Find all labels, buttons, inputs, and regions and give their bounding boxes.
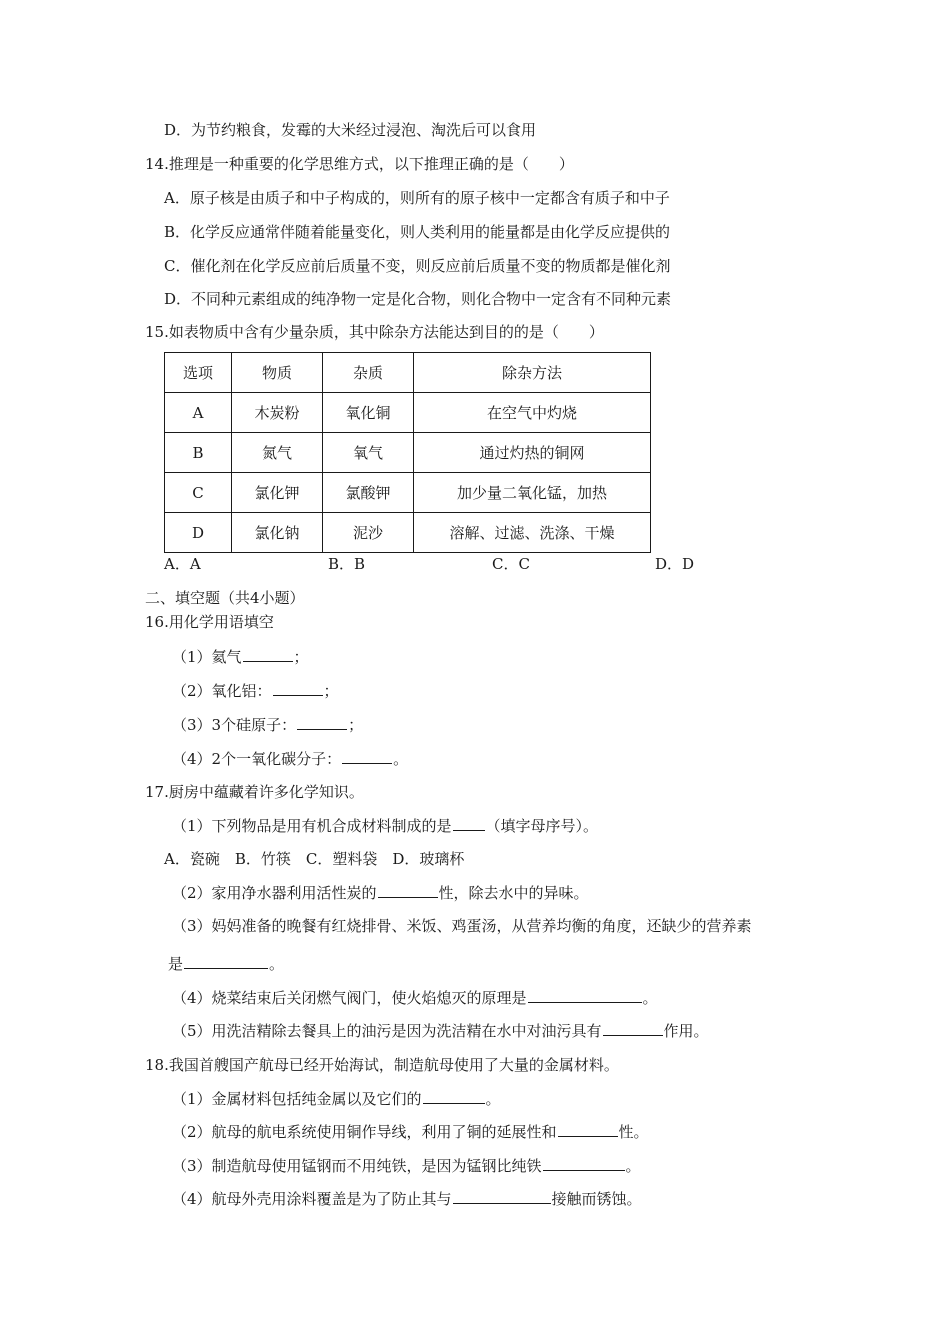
table-header-cell: 物质: [232, 353, 323, 393]
q17-part-4: [172, 988, 658, 1008]
q15-table: [164, 352, 651, 553]
table-cell: A: [165, 393, 232, 433]
answer-blank[interactable]: [453, 816, 485, 831]
q16-item-2-punct: ；: [323, 682, 339, 700]
q17-part-4-text: （4）烧菜结束后关闭燃气阀门，使火焰熄灭的原理是: [172, 989, 527, 1007]
answer-blank[interactable]: [603, 1021, 663, 1036]
q17-part-1-choices: A．瓷碗 B．竹筷 C．塑料袋 D．玻璃杯: [164, 850, 465, 868]
q17-stem: 17.厨房中蕴藏着许多化学知识。: [145, 783, 364, 801]
q17-part-4-tail: 。: [642, 989, 658, 1007]
table-cell: 泥沙: [323, 513, 414, 553]
table-cell: 氯酸钾: [323, 473, 414, 513]
q15-answer-a: A．A: [164, 555, 201, 573]
answer-blank[interactable]: [297, 715, 347, 730]
q17-part-3-line-1: （3）妈妈准备的晚餐有红烧排骨、米饭、鸡蛋汤，从营养均衡的角度，还缺少的营养素: [172, 917, 752, 935]
q17-part-1: [172, 816, 598, 836]
q16-item-4-punct: 。: [393, 750, 409, 768]
table-header-cell: 杂质: [323, 353, 414, 393]
table-cell: D: [165, 513, 232, 553]
q18-part-2-text: （2）航母的航电系统使用铜作导线，利用了铜的延展性和: [172, 1123, 557, 1141]
answer-blank[interactable]: [423, 1089, 485, 1104]
table-cell: 木炭粉: [232, 393, 323, 433]
q17-part-5: [172, 1021, 709, 1041]
q18-stem: 18.我国首艘国产航母已经开始海试，制造航母使用了大量的金属材料。: [145, 1056, 619, 1074]
answer-blank[interactable]: [378, 883, 438, 898]
q16-item-1: [172, 647, 309, 667]
table-header-cell: 选项: [165, 353, 232, 393]
q17-part-5-text: （5）用洗洁精除去餐具上的油污是因为洗洁精在水中对油污具有: [172, 1022, 602, 1040]
table-row: [165, 513, 651, 553]
q18-part-4: [172, 1189, 642, 1209]
q17-part-2-text: （2）家用净水器利用活性炭的: [172, 884, 377, 902]
table-cell: 在空气中灼烧: [414, 393, 651, 433]
q17-part-3-tail: 。: [269, 955, 285, 973]
answer-blank[interactable]: [243, 647, 293, 662]
q14-option-b: B．化学反应通常伴随着能量变化，则人类利用的能量都是由化学反应提供的: [164, 223, 671, 241]
q18-part-4-text: （4）航母外壳用涂料覆盖是为了防止其与: [172, 1190, 452, 1208]
q16-item-4: [172, 749, 408, 769]
q17-part-5-tail: 作用。: [663, 1022, 709, 1040]
q18-part-2-tail: 性。: [618, 1123, 649, 1141]
table-cell: 氧化铜: [323, 393, 414, 433]
q18-part-1-text: （1）金属材料包括纯金属以及它们的: [172, 1090, 422, 1108]
table-row: [165, 473, 651, 513]
q17-part-1-tail: （填字母序号）。: [485, 817, 599, 835]
answer-blank[interactable]: [342, 749, 392, 764]
q17-part-2-tail: 性，除去水中的异味。: [438, 884, 589, 902]
q18-part-3: [172, 1156, 641, 1176]
table-header-cell: 除杂方法: [414, 353, 651, 393]
q18-part-2: [172, 1122, 649, 1142]
q14-option-a: A．原子核是由质子和中子构成的，则所有的原子核中一定都含有质子和中子: [164, 189, 670, 207]
table-row: [165, 393, 651, 433]
q16-item-3-text: （3）3个硅原子：: [172, 716, 297, 734]
q18-part-1-tail: 。: [485, 1090, 501, 1108]
q18-part-1: [172, 1089, 501, 1109]
table-cell: 氯化钠: [232, 513, 323, 553]
table-header-row: [165, 353, 651, 393]
answer-blank[interactable]: [453, 1189, 551, 1204]
q16-item-4-text: （4）2个一氧化碳分子：: [172, 750, 342, 768]
table-cell: C: [165, 473, 232, 513]
q14-option-c: C．催化剂在化学反应前后质量不变，则反应前后质量不变的物质都是催化剂: [164, 257, 671, 275]
q16-item-3: [172, 715, 363, 735]
q15-answer-c: C．C: [492, 555, 530, 573]
answer-blank[interactable]: [528, 988, 642, 1003]
q16-item-1-punct: ；: [293, 648, 309, 666]
answer-blank[interactable]: [184, 954, 268, 969]
answer-blank[interactable]: [558, 1122, 618, 1137]
q14-option-d: D．不同种元素组成的纯净物一定是化合物，则化合物中一定含有不同种元素: [164, 290, 672, 308]
answer-blank[interactable]: [543, 1156, 625, 1171]
q18-part-3-tail: 。: [625, 1157, 641, 1175]
q17-part-3-line-2: [168, 954, 284, 974]
q16-item-2: [172, 681, 339, 701]
table-cell: 溶解、过滤、洗涤、干燥: [414, 513, 651, 553]
q15-stem: 15.如表物质中含有少量杂质，其中除杂方法能达到目的的是（ ）: [145, 323, 604, 341]
answer-blank[interactable]: [273, 681, 323, 696]
table-cell: 氮气: [232, 433, 323, 473]
q16-item-1-text: （1）氦气: [172, 648, 242, 666]
q17-part-3-text: 是: [168, 955, 184, 973]
table-cell: 加少量二氧化锰，加热: [414, 473, 651, 513]
q17-part-1-text: （1）下列物品是用有机合成材料制成的是: [172, 817, 452, 835]
q15-answer-d: D．D: [655, 555, 695, 573]
q16-item-3-punct: ；: [348, 716, 364, 734]
q16-item-2-text: （2）氧化铝：: [172, 682, 272, 700]
q16-stem: 16.用化学用语填空: [145, 613, 274, 631]
table-cell: B: [165, 433, 232, 473]
section-title: 二、填空题（共4小题）: [145, 589, 305, 607]
q14-stem: 14.推理是一种重要的化学思维方式，以下推理正确的是（ ）: [145, 155, 574, 173]
table-cell: 氯化钾: [232, 473, 323, 513]
table-cell: 氧气: [323, 433, 414, 473]
table-cell: 通过灼热的铜网: [414, 433, 651, 473]
q13-option-d: D．为节约粮食，发霉的大米经过浸泡、淘洗后可以食用: [164, 121, 537, 139]
q15-answer-b: B．B: [328, 555, 366, 573]
q17-part-2: [172, 883, 589, 903]
table-row: [165, 433, 651, 473]
q18-part-3-text: （3）制造航母使用锰钢而不用纯铁，是因为锰钢比纯铁: [172, 1157, 542, 1175]
q18-part-4-tail: 接触而锈蚀。: [551, 1190, 642, 1208]
